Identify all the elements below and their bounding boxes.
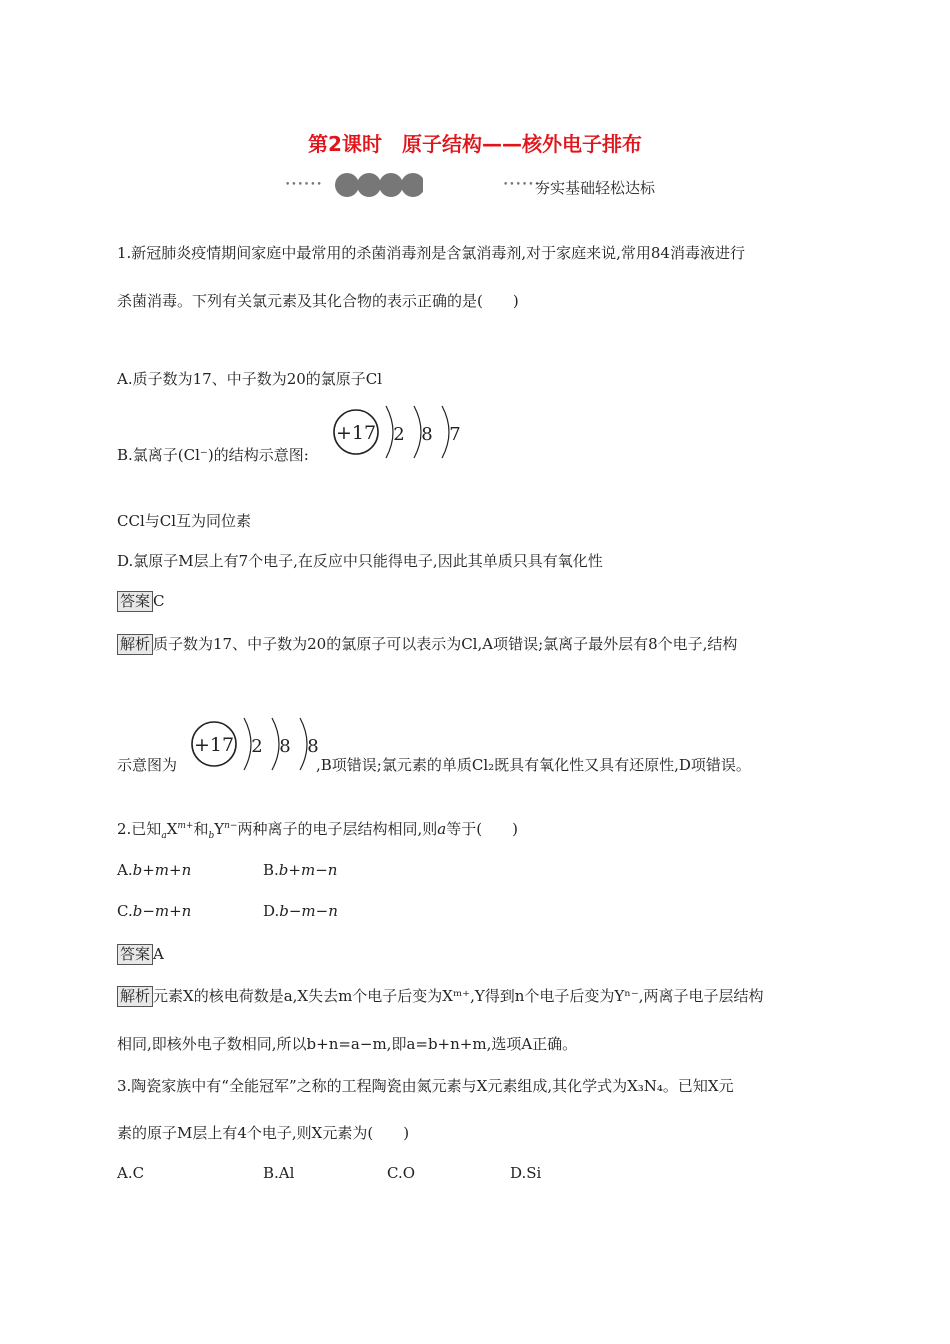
q3-stem-line2: 素的原子M层上有4个电子,则X元素为( ) <box>117 1124 410 1142</box>
q2-option-d-expr: b−m−n <box>279 902 338 920</box>
q2-option-a-prefix: A. <box>117 861 133 879</box>
q1-answer: C <box>153 592 165 610</box>
dots-decoration-right: •••••• <box>503 180 541 190</box>
section-banner <box>285 171 685 199</box>
y-charge: n− <box>224 821 238 831</box>
q2-option-c-expr: b−m+n <box>132 902 192 920</box>
q2-stem-part-c: 等于( ) <box>446 820 518 838</box>
q1-option-d: D.氯原子M层上有7个电子,在反应中只能得电子,因此其单质只具有氧化性 <box>117 552 603 570</box>
analysis-label: 解析 <box>117 634 153 655</box>
q3-option-a: A.C <box>117 1164 145 1182</box>
nucleus-charge: +17 <box>193 734 235 756</box>
shell-count-1: 2 <box>393 424 405 445</box>
x-atomic-number: a <box>161 831 167 841</box>
x-charge: m+ <box>177 821 194 831</box>
q2-option-b-prefix: B. <box>263 861 279 879</box>
answer-label: 答案 <box>117 591 153 612</box>
q2-answer: A <box>153 945 164 963</box>
shell-count-1: 2 <box>251 736 263 757</box>
q2-option-c-prefix: C. <box>117 902 133 920</box>
shell-count-3: 7 <box>449 424 461 445</box>
q1-analysis-line1: 质子数为17、中子数为20的氯原子可以表示为Cl,A项错误;氯离子最外层有8个电子,结构 <box>153 635 738 653</box>
q1-analysis-row <box>117 633 737 655</box>
q2-option-c <box>117 902 191 920</box>
q2-option-b-expr: b+m−n <box>278 861 338 879</box>
q1-stem-line1: 1.新冠肺炎疫情期间家庭中最常用的杀菌消毒剂是含氯消毒剂,对于家庭来说,常用84消毒液进行 <box>117 244 745 262</box>
q2-option-d-prefix: D. <box>263 902 280 920</box>
q3-option-d: D.Si <box>510 1164 542 1182</box>
q2-and: 和 <box>193 820 209 838</box>
section-label: 夯实基础轻松达标 <box>535 179 656 197</box>
nucleus-charge: +17 <box>335 422 377 444</box>
q3-option-c: C.O <box>387 1164 416 1182</box>
ball-decoration <box>333 171 423 199</box>
q3-option-b: B.Al <box>263 1164 295 1182</box>
shell-count-2: 8 <box>279 736 291 757</box>
x-symbol: X <box>166 820 178 838</box>
q1-stem-line2: 杀菌消毒。下列有关氯元素及其化合物的表示正确的是( ) <box>117 292 519 310</box>
q2-answer-row <box>117 944 164 965</box>
q1-answer-row <box>117 591 165 612</box>
shell-count-3: 8 <box>307 736 319 757</box>
q1-analysis-line2-prefix: 示意图为 <box>117 756 178 774</box>
q2-option-a <box>117 861 191 879</box>
y-atomic-number: b <box>208 831 215 841</box>
q2-option-b <box>263 861 337 879</box>
q1-option-a: A.质子数为17、中子数为20的氯原子Cl <box>117 370 383 388</box>
q2-option-d <box>263 902 338 920</box>
q2-var-a: a <box>437 820 447 838</box>
y-symbol: Y <box>214 820 225 838</box>
dots-decoration-left: •••••• <box>285 180 323 190</box>
shell-count-2: 8 <box>421 424 433 445</box>
q1-option-b: B.氯离子(Cl⁻)的结构示意图: <box>117 446 309 464</box>
q1-analysis-line2-suffix: ,B项错误;氯元素的单质Cl₂既具有氧化性又具有还原性,D项错误。 <box>316 756 751 774</box>
q2-analysis-row <box>117 985 764 1007</box>
answer-label: 答案 <box>117 944 153 965</box>
q1-option-c: CCl与Cl互为同位素 <box>117 512 252 530</box>
chloride-ion-structure-diagram-analysis <box>188 712 328 776</box>
analysis-label: 解析 <box>117 986 153 1007</box>
q2-stem-part-b: 两种离子的电子层结构相同,则 <box>237 820 438 838</box>
q3-stem-line1: 3.陶瓷家族中有“全能冠军”之称的工程陶瓷由氮元素与X元素组成,其化学式为X₃N₄。已知X元 <box>117 1077 734 1095</box>
q2-analysis-line1: 元素X的核电荷数是a,X失去m个电子后变为Xᵐ⁺,Y得到n个电子后变为Yⁿ⁻,两离子电子层结构 <box>153 987 764 1005</box>
q2-stem-part-a: 2.已知 <box>117 820 162 838</box>
page-title: 第2课时 原子结构——核外电子排布 <box>308 132 642 156</box>
q2-stem <box>117 818 518 841</box>
q2-analysis-line2: 相同,即核外电子数相同,所以b+n=a−m,即a=b+n+m,选项A正确。 <box>117 1035 578 1053</box>
chloride-ion-structure-diagram-b <box>330 400 470 464</box>
q2-option-a-expr: b+m+n <box>132 861 192 879</box>
